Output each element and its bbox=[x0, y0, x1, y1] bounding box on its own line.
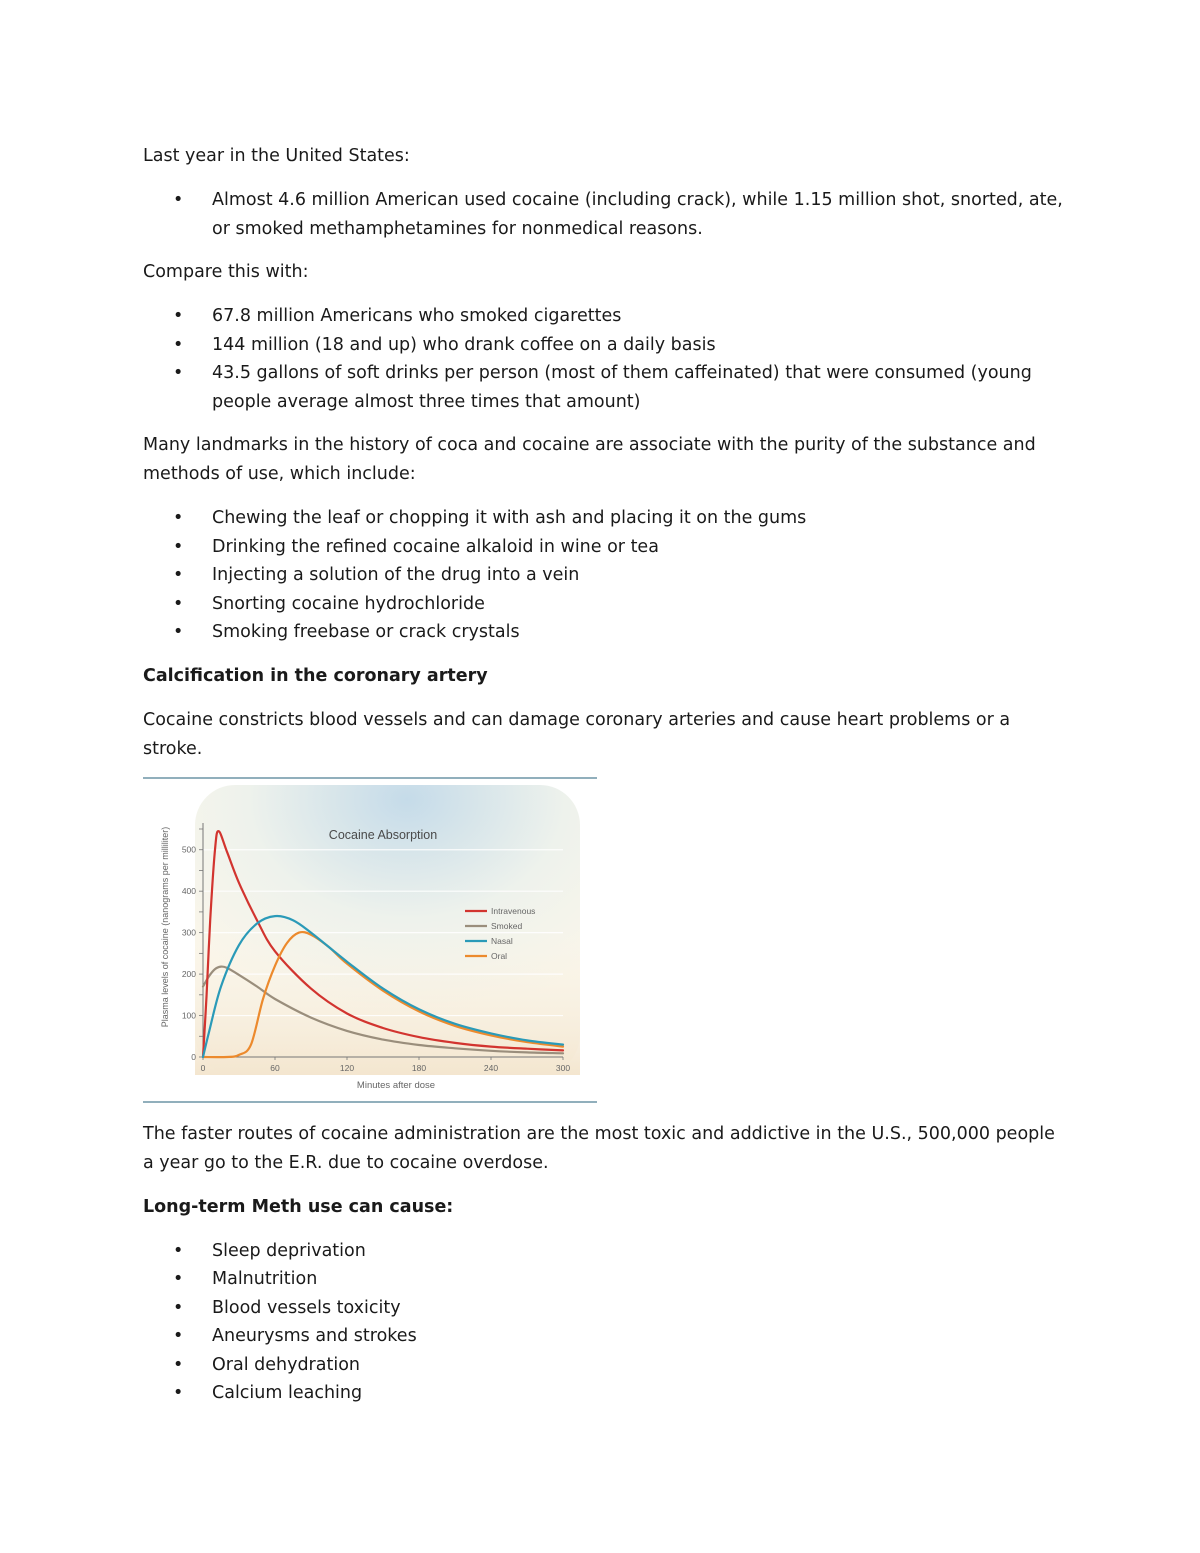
legend-label-intravenous: Intravenous bbox=[491, 905, 536, 916]
x-tick-label: 0 bbox=[200, 1062, 206, 1073]
chart-title: Cocaine Absorption bbox=[328, 827, 438, 842]
y-tick-label: 300 bbox=[181, 927, 196, 938]
methods-list bbox=[143, 504, 1063, 647]
list-item: • Sleep deprivation bbox=[143, 1237, 1063, 1266]
list-item: • Almost 4.6 million American used cocaine (including crack), while 1.15 million shot, snorted, ate, or smoked methamphetamines for nonmedical reasons. bbox=[143, 186, 1063, 243]
intro-text: Last year in the United States: bbox=[143, 146, 410, 166]
list-item: • 67.8 million Americans who smoked cigarettes bbox=[143, 302, 1063, 331]
meth-list bbox=[143, 1237, 1063, 1408]
list-item: • Drinking the refined cocaine alkaloid in wine or tea bbox=[143, 533, 1063, 562]
usage-list bbox=[143, 186, 1063, 243]
y-axis-label: Plasma levels of cocaine (nanograms per milliliter) bbox=[160, 826, 170, 1027]
x-axis-label: Minutes after dose bbox=[356, 1079, 436, 1091]
list-item: • Smoking freebase or crack crystals bbox=[143, 618, 1063, 647]
compare-list bbox=[143, 302, 1063, 416]
list-item: • Calcium leaching bbox=[143, 1379, 1063, 1408]
cocaine-absorption-chart bbox=[143, 777, 597, 1103]
x-tick-label: 240 bbox=[483, 1062, 499, 1073]
y-tick-label: 200 bbox=[181, 968, 196, 979]
x-tick-label: 60 bbox=[270, 1062, 280, 1073]
compare-heading: Compare this with: bbox=[143, 262, 309, 282]
legend-label-oral: Oral bbox=[491, 950, 508, 961]
list-item: • Aneurysms and strokes bbox=[143, 1322, 1063, 1351]
legend-label-nasal: Nasal bbox=[491, 935, 513, 946]
calcification-text: Cocaine constricts blood vessels and can damage coronary arteries and cause heart problems or a stroke. bbox=[143, 709, 1011, 759]
list-item: • Malnutrition bbox=[143, 1265, 1063, 1294]
x-tick-label: 120 bbox=[339, 1062, 355, 1073]
list-item: • Injecting a solution of the drug into a vein bbox=[143, 561, 1063, 590]
list-item: • Blood vessels toxicity bbox=[143, 1294, 1063, 1323]
list-item: • Chewing the leaf or chopping it with ash and placing it on the gums bbox=[143, 504, 1063, 533]
meth-heading: Long-term Meth use can cause: bbox=[143, 1196, 454, 1217]
calcification-heading: Calcification in the coronary artery bbox=[143, 665, 488, 686]
document-page bbox=[143, 142, 1063, 1423]
faster-routes-text: The faster routes of cocaine administration are the most toxic and addictive in the U.S., 500,000 people a year go to the E.R. due to cocaine overdose. bbox=[143, 1123, 1055, 1173]
list-item: • 144 million (18 and up) who drank coffee on a daily basis bbox=[143, 331, 1063, 360]
x-tick-label: 300 bbox=[555, 1062, 571, 1073]
y-tick-label: 400 bbox=[181, 885, 196, 896]
y-tick-label: 500 bbox=[181, 844, 196, 855]
list-item: • Oral dehydration bbox=[143, 1351, 1063, 1380]
cocaine-absorption-figure bbox=[143, 777, 597, 1103]
list-item: • Snorting cocaine hydrochloride bbox=[143, 590, 1063, 619]
x-tick-label: 180 bbox=[411, 1062, 427, 1073]
y-tick-label: 0 bbox=[191, 1051, 196, 1062]
landmarks-text: Many landmarks in the history of coca and cocaine are associate with the purity of the substance and methods of use, which include: bbox=[143, 435, 1036, 484]
list-item: • 43.5 gallons of soft drinks per person (most of them caffeinated) that were consumed (young people average almost three times that amount) bbox=[143, 359, 1063, 416]
legend-label-smoked: Smoked bbox=[491, 920, 523, 931]
y-tick-label: 100 bbox=[181, 1010, 196, 1021]
